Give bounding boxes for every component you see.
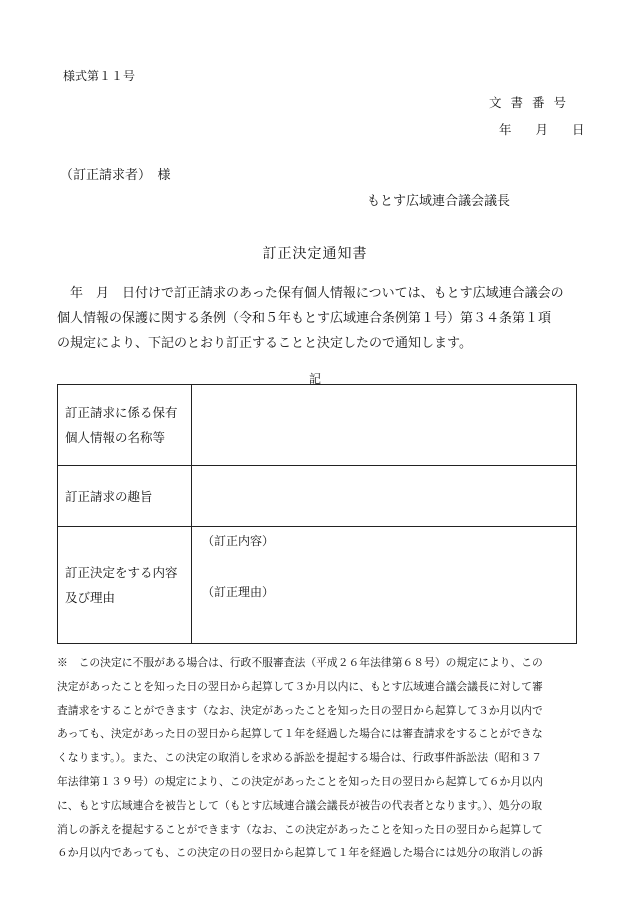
addressee: （訂正請求者） 様	[60, 168, 171, 183]
row-label-target-info: 訂正請求に係る保有 個人情報の名称等	[58, 385, 192, 466]
decision-table	[57, 384, 577, 644]
body-line: 個人情報の保護に関する条例（令和５年もとす広域連合条例第１号）第３４条第１項	[57, 311, 552, 326]
document-title: 訂正決定通知書	[262, 246, 368, 262]
document-number: 文書番号	[489, 95, 576, 110]
note-line: あっても、決定があった日の翌日から起算して１年を経過した場合には審査請求をすることができな	[57, 727, 543, 741]
sender: もとす広域連合議会議長	[367, 194, 511, 209]
body-line: 年 月 日付けで訂正請求のあった保有個人情報については、もとす広域連合議会の	[57, 286, 564, 301]
note-line: ※ この決定に不服がある場合は、行政不服審査法（平成２６年法律第６８号）の規定により、この	[57, 656, 543, 669]
body-line: の規定により、下記のとおり訂正することと決定したので通知します。	[57, 336, 472, 351]
note-line: ６か月以内であっても、この決定の日の翌日から起算して１年を経過した場合には処分の取消しの訴	[57, 846, 543, 860]
table-row	[58, 385, 577, 466]
body-paragraph	[57, 281, 582, 356]
correction-content-label: （訂正内容）	[202, 534, 275, 548]
note-line: に、もとす広域連合を被告として（もとす広域連合議会議長が被告の代表者となります。）、処分の取	[57, 798, 542, 812]
appeal-notice	[57, 651, 582, 865]
form-number: 様式第１１号	[63, 69, 136, 83]
table-row	[58, 466, 577, 527]
row-value-decision	[192, 527, 577, 644]
row-value-request-purpose	[192, 466, 577, 527]
document-date: 年 月 日	[499, 122, 585, 137]
note-line: 査請求をすることができます（なお、決定があったことを知った日の翌日から起算して３か月以内で	[57, 703, 543, 717]
note-line: 決定があったことを知った日の翌日から起算して３か月以内に、もとす広域連合議会議長に対して審	[57, 679, 543, 693]
row-label-decision: 訂正決定をする内容 及び理由	[58, 527, 192, 644]
ki-heading: 記	[308, 372, 321, 386]
note-line: 年法律第１３９号）の規定により、この決定があったことを知った日の翌日から起算して６か月以内	[57, 774, 543, 788]
note-line: 消しの訴えを提起することができます（なお、この決定があったことを知った日の翌日から起算して	[57, 822, 543, 836]
correction-reason-label: （訂正理由）	[202, 585, 275, 599]
note-line: くなります。）。また、この決定の取消しを求める訴訟を提起する場合は、行政事件訴訟法（昭和３７	[57, 751, 542, 765]
row-label-request-purpose: 訂正請求の趣旨	[58, 466, 192, 527]
row-value-target-info	[192, 385, 577, 466]
table-row	[58, 527, 577, 644]
